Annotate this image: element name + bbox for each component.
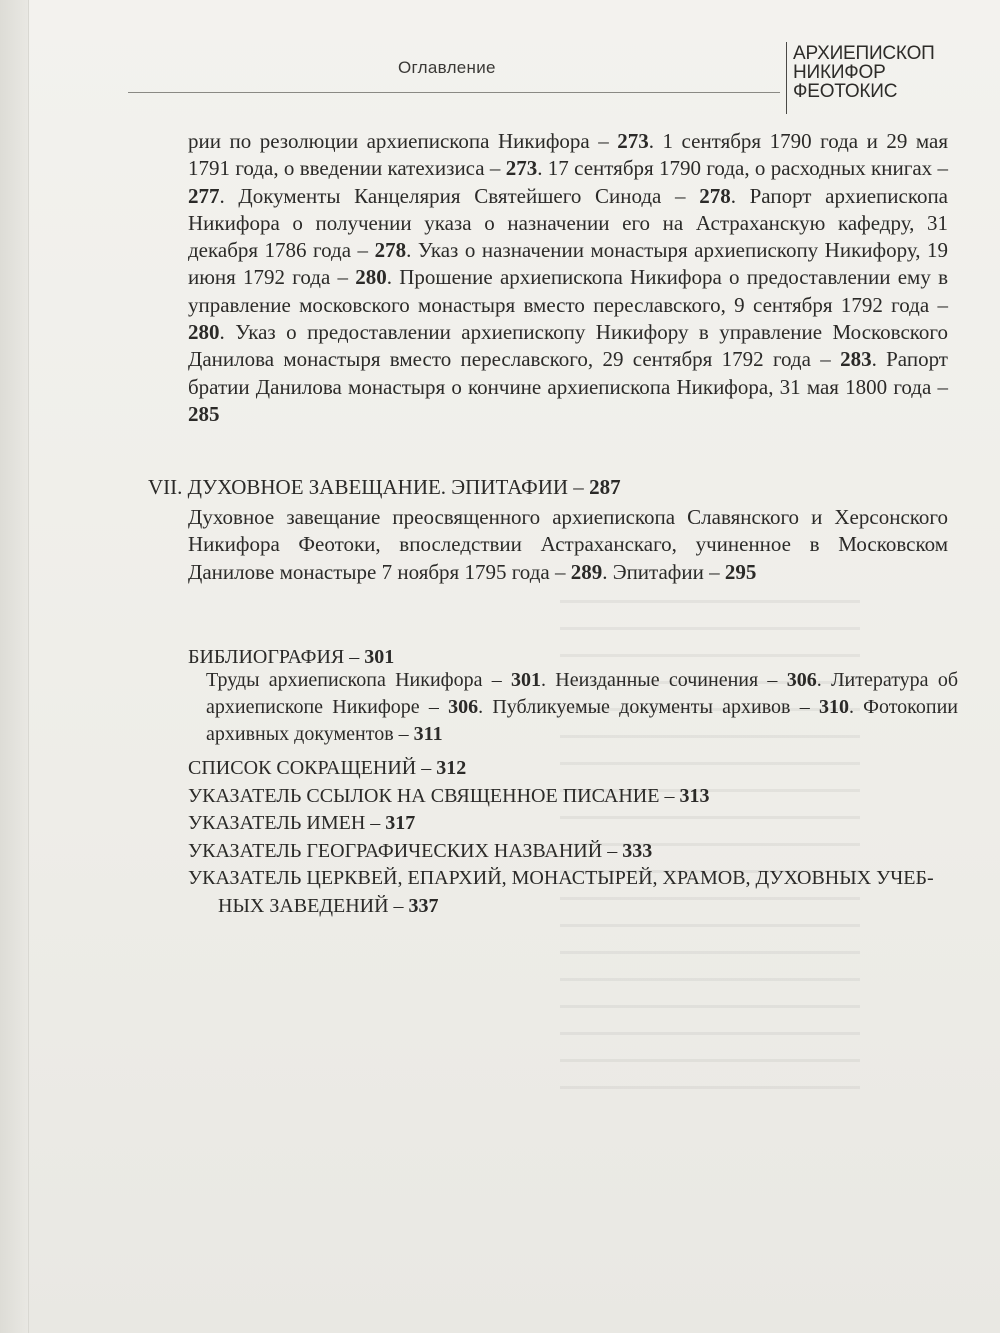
page-number: 317: [385, 812, 416, 834]
page-number: 301: [364, 646, 395, 668]
page-number: 337: [408, 894, 439, 917]
page-number: 311: [413, 723, 443, 745]
book-gutter: [0, 0, 28, 1333]
page-number: 310: [818, 696, 849, 718]
header-rule: [128, 92, 780, 93]
toc-entry-geographic-index: УКАЗАТЕЛЬ ГЕОГРАФИЧЕСКИХ НАЗВАНИЙ – 333: [188, 839, 653, 862]
bibliography-heading: БИБЛИОГРАФИЯ – 301: [188, 646, 395, 668]
toc-entry-church-index: УКАЗАТЕЛЬ ЦЕРКВЕЙ, ЕПАРХИЙ, МОНАСТЫРЕЙ, ХРАМОВ, ДУХОВНЫХ УЧЕБ- НЫХ ЗАВЕДЕНИЙ – 337: [188, 867, 934, 917]
bleed-through-text: [560, 600, 860, 1100]
header-divider: [786, 42, 787, 114]
page-number: 283: [840, 347, 872, 372]
page-number: 333: [622, 839, 653, 862]
brand-line: АРХИЕПИСКОП: [793, 43, 935, 64]
toc-entry-abbreviations: СПИСОК СОКРАЩЕНИЙ – 312: [188, 757, 467, 779]
page-number: 277: [188, 183, 220, 208]
page-number: 306: [448, 696, 479, 718]
toc-entry-name-index: УКАЗАТЕЛЬ ИМЕН – 317: [188, 812, 416, 834]
section-vii-entries: Духовное завещание преосвященного архиепископа Славянского и Херсонского Никифора Феотоки, впоследствии Астраханскаго, учиненное в Московском Даниловe монастыре 7 ноября 1795 года – 289. Эпитафии – 295: [188, 505, 948, 584]
page-number: 289: [570, 559, 603, 584]
page-number: 301: [511, 669, 542, 691]
page-number: 273: [617, 129, 649, 153]
brand-line: НИКИФОР: [793, 62, 886, 83]
toc-entry-scripture-index: УКАЗАТЕЛЬ ССЫЛОК НА СВЯЩЕННОЕ ПИСАНИЕ – 313: [188, 784, 710, 807]
page-number: 287: [589, 475, 621, 499]
section-heading-vii: VII. ДУХОВНОЕ ЗАВЕЩАНИЕ. ЭПИТАФИИ – 287: [148, 475, 621, 499]
toc-continuation-paragraph: рии по резолюции архиепископа Никифора – 273. 1 сентября 1790 года и 29 мая 1791 года, о введении катехизиса – 273. 17 сентября 1790 года, о расходных книгах – 277. Документы Канцелярия Святейшего Синода – 278. Рапорт архиепископа Никифора о получении указа о назначении его на Астраханскую кафедру, 31 декабря 1786 года – 278. Указ о назначении монастыря архиепископу Никифору, 19 июня 1792 года – 280. Прошение архиепископа Никифора о предоставлении ему в управление московского монастыря вместо переславского, 9 сентября 1792 года – 280. Указ о предоставлении архиепископу Никифору в управление Московского Данилова монастыря вместо переславского, 29 сентября 1792 года – 283. Рапорт братии Данилова монастыря о кончине архиепископа Никифора, 31 мая 1800 года – 285: [188, 129, 949, 426]
bibliography-entries: Труды архиепископа Никифора – 301. Неизданные сочинения – 306. Литература об архиепископе Никифоре – 306. Публикуемые документы архивов – 310. Фотокопии архивных документов – 311: [206, 669, 958, 745]
running-header-title: Оглавление: [398, 58, 496, 77]
page-number: 273: [505, 156, 538, 181]
page-number: 306: [786, 669, 817, 691]
page-number: 313: [679, 784, 710, 807]
page-number: 312: [436, 757, 467, 779]
page-number: 278: [374, 238, 407, 263]
book-brand: [793, 44, 935, 101]
page-number: 280: [355, 265, 387, 290]
page-number: 295: [724, 559, 757, 584]
page-number: 285: [188, 401, 220, 426]
page-number: 278: [699, 183, 731, 208]
brand-line: ФЕОТОКИС: [793, 81, 898, 102]
page-number: 280: [188, 320, 220, 345]
